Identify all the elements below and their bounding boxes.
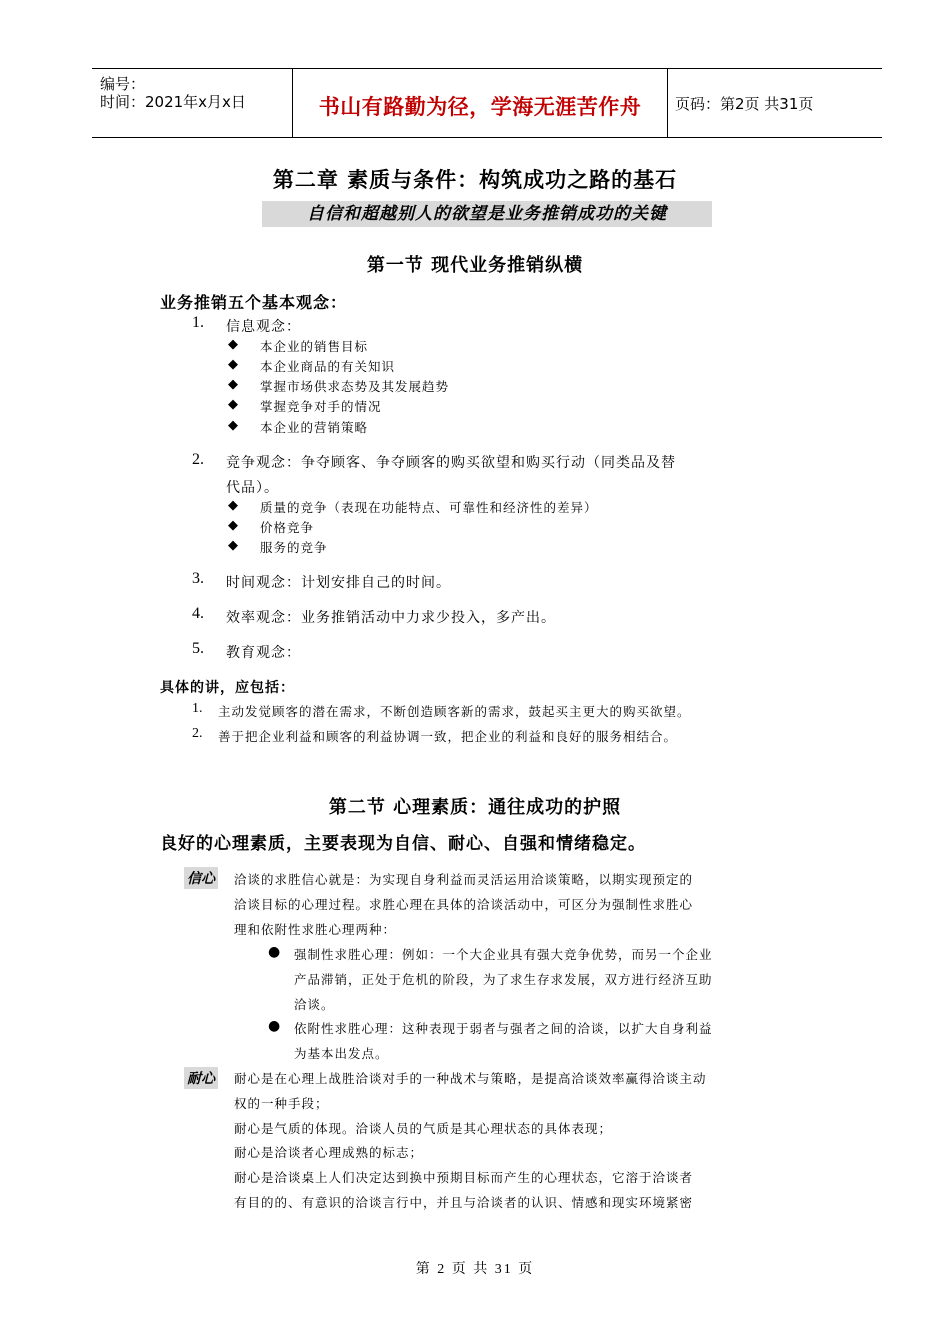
concept3-label: 时间观念：计划安排自己的时间。 [226, 575, 451, 591]
confidence-line: 洽谈目标的心理过程。求胜心理在具体的洽谈活动中，可区分为强制性求胜心 [234, 897, 694, 912]
bullet-line: 产品滞销，正处于危机的阶段，为了求生存求发展，双方进行经济互助 [294, 972, 713, 987]
bullet-line: 强制性求胜心理：例如：一个大企业具有强大竞争优势，而另一个企业 [294, 947, 713, 962]
specific2-number: 2. [192, 726, 203, 741]
time-label: 时间：2021年x月x日 [100, 93, 246, 111]
concept2-line1: 竞争观念：争夺顾客、争夺顾客的购买欲望和购买行动（同类品及替 [226, 455, 676, 471]
list-item: 服务的竞争 [260, 540, 328, 555]
diamond-bullet-icon: ◆ [228, 498, 238, 513]
patience-line: 耐心是洽谈桌上人们决定达到换中预期目标而产生的心理状态，它溶于洽谈者 [234, 1170, 694, 1185]
diamond-bullet-icon: ◆ [228, 377, 238, 392]
list-item: 本企业的销售目标 [260, 339, 369, 354]
dot-bullet-icon: ● [268, 944, 281, 960]
basics-heading: 业务推销五个基本观念： [160, 293, 348, 312]
concept5-number: 5. [192, 640, 204, 657]
page-info: 页码：第2页 共31页 [675, 95, 814, 113]
concept5-label: 教育观念： [226, 645, 301, 661]
concept2-number: 2. [192, 451, 204, 468]
patience-line: 耐心是洽谈者心理成熟的标志； [234, 1145, 424, 1160]
specific1-text: 主动发觉顾客的潜在需求，不断创造顾客新的需求，鼓起买主更大的购买欲望。 [218, 704, 691, 719]
section1-title: 第一节 现代业务推销纵横 [366, 255, 584, 276]
dot-bullet-icon: ● [268, 1018, 281, 1034]
diamond-bullet-icon: ◆ [228, 518, 238, 533]
header-motto: 书山有路勤为径，学海无涯苦作舟 [318, 95, 642, 119]
specific2-text: 善于把企业利益和顾客的利益协调一致，把企业的利益和良好的服务相结合。 [218, 729, 678, 744]
patience-line: 耐心是气质的体现。洽谈人员的气质是其心理状态的具体表现； [234, 1121, 613, 1136]
list-item: 质量的竞争（表现在功能特点、可靠性和经济性的差异） [260, 500, 598, 515]
confidence-line: 洽谈的求胜信心就是：为实现自身利益而灵活运用洽谈策略，以期实现预定的 [234, 872, 694, 887]
concept3-number: 3. [192, 570, 204, 587]
patience-tag: 耐心 [184, 1067, 218, 1089]
bullet-line: 依附性求胜心理：这种表现于弱者与强者之间的洽谈，以扩大自身利益 [294, 1021, 713, 1036]
list-item: 本企业商品的有关知识 [260, 359, 396, 374]
page-header [92, 68, 882, 138]
patience-line: 有目的的、有意识的洽谈言行中，并且与洽谈者的认识、情感和现实环境紧密 [234, 1195, 694, 1210]
specific1-number: 1. [192, 701, 203, 716]
list-item: 本企业的营销策略 [260, 420, 369, 435]
patience-line: 耐心是在心理上战胜洽谈对手的一种战术与策略，是提高洽谈效率赢得洽谈主动 [234, 1071, 707, 1086]
header-center-cell [292, 69, 668, 137]
concept2-line2: 代品）。 [226, 480, 279, 496]
header-right-cell [667, 69, 882, 137]
section2-title: 第二节 心理素质：通往成功的护照 [328, 797, 622, 818]
header-left-cell [92, 69, 292, 137]
list-item: 掌握市场供求态势及其发展趋势 [260, 379, 450, 394]
psych-heading: 良好的心理素质，主要表现为自信、耐心、自强和情绪稳定。 [160, 834, 646, 854]
diamond-bullet-icon: ◆ [228, 538, 238, 553]
bullet-line: 为基本出发点。 [294, 1046, 389, 1061]
concept1-label: 信息观念： [226, 319, 301, 335]
bullet-line: 洽谈。 [294, 997, 335, 1012]
patience-line: 权的一种手段； [234, 1096, 329, 1111]
concept1-number: 1. [192, 314, 204, 331]
confidence-line: 理和依附性求胜心理两种： [234, 922, 397, 937]
chapter-subtitle: 自信和超越别人的欲望是业务推销成功的关键 [262, 201, 712, 227]
number-label: 编号： [100, 75, 146, 93]
specific-heading: 具体的讲，应包括： [160, 680, 295, 696]
confidence-tag: 信心 [184, 867, 218, 889]
diamond-bullet-icon: ◆ [228, 357, 238, 372]
diamond-bullet-icon: ◆ [228, 337, 238, 352]
concept4-number: 4. [192, 605, 204, 622]
chapter-title: 第二章 素质与条件：构筑成功之路的基石 [272, 168, 678, 192]
diamond-bullet-icon: ◆ [228, 397, 238, 412]
concept4-label: 效率观念：业务推销活动中力求少投入，多产出。 [226, 610, 556, 626]
list-item: 掌握竞争对手的情况 [260, 399, 382, 414]
diamond-bullet-icon: ◆ [228, 418, 238, 433]
list-item: 价格竞争 [260, 520, 315, 535]
page-footer: 第 2 页 共 31 页 [415, 1262, 535, 1277]
